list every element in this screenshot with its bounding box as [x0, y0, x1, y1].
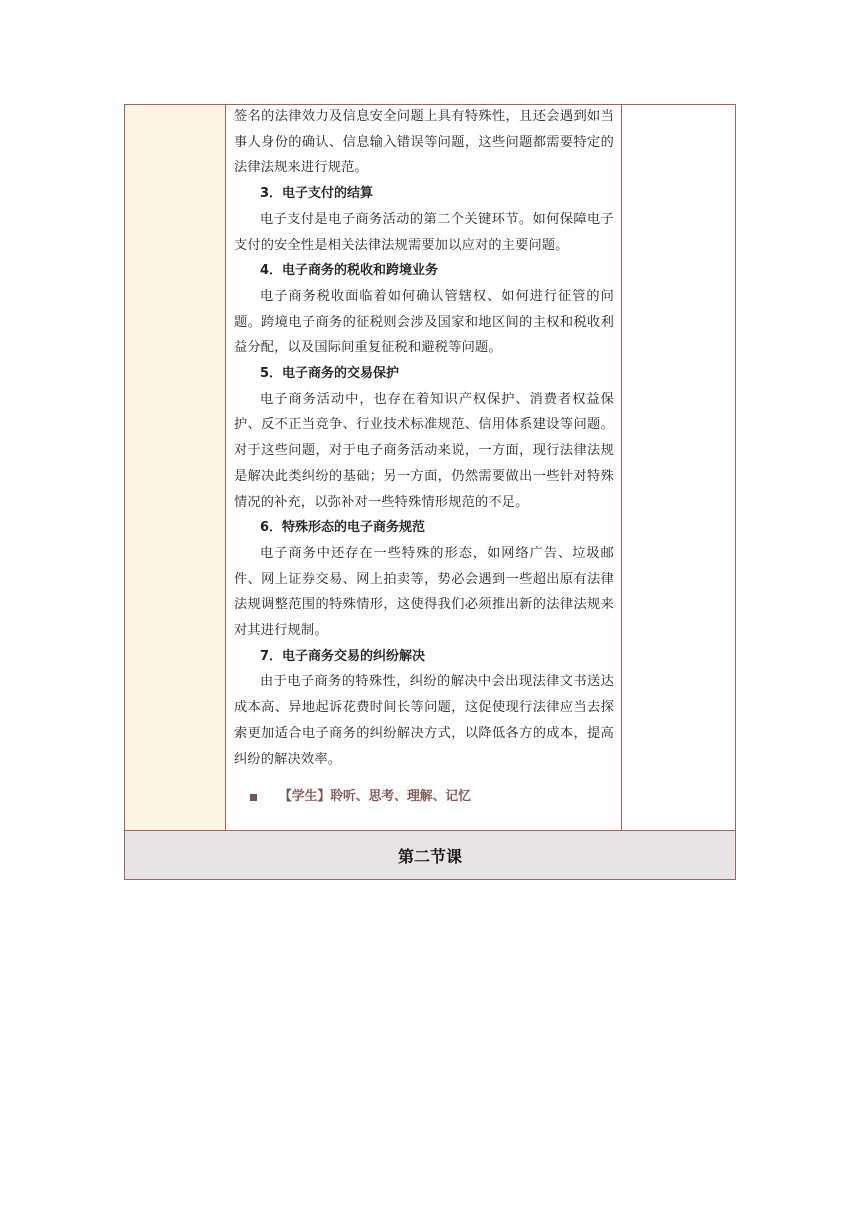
right-column-cell: [622, 105, 735, 830]
content-cell: [226, 105, 622, 830]
heading-3: 3．电子支付的结算: [260, 186, 374, 202]
paragraph-3: 电子支付是电子商务活动的第二个关键环节。如何保障电子支付的安全性是相关法律法规需要加以应对的主要问题。: [234, 211, 614, 253]
intro-paragraph: 签名的法律效力及信息安全问题上具有特殊性，且还会遇到如当事人身份的确认、信息输入错误等问题，这些问题都需要特定的法律法规来进行规范。: [234, 109, 614, 176]
heading-7: 7．电子商务交易的纠纷解决: [260, 648, 426, 664]
left-column-cell: [125, 105, 226, 830]
square-bullet-icon: [250, 794, 257, 801]
paragraph-5: 电子商务活动中，也存在着知识产权保护、消费者权益保护、反不正当竞争、行业技术标准规范、信用体系建设等问题。对于这些问题，对于电子商务活动来说，一方面，现行法律法规是解决此类纠纷的基础；另一方面，仍然需要做出一些针对特殊情况的补充，以弥补对一些特殊情形规范的不足。: [234, 391, 614, 510]
section-title: 第二节课: [397, 846, 462, 866]
paragraph-7: 由于电子商务的特殊性，纠纷的解决中会出现法律文书送达成本高、异地起诉花费时间长等问题，这促使现行法律应当去探索更加适合电子商务的纠纷解决方式，以降低各方的成本，提高纠纷的解决效率。: [234, 674, 614, 767]
heading-4: 4．电子商务的税收和跨境业务: [260, 263, 439, 279]
paragraph-4: 电子商务税收面临着如何确认管辖权、如何进行征管的问题。跨境电子商务的征税则会涉及国家和地区间的主权和税收利益分配，以及国际间重复征税和避税等问题。: [234, 288, 614, 356]
lesson-table: [124, 104, 736, 880]
student-activity: [234, 786, 614, 808]
heading-5: 5．电子商务的交易保护: [260, 366, 400, 382]
student-activity-text: 【学生】聆听、思考、理解、记忆: [279, 789, 471, 805]
paragraph-6: 电子商务中还存在一些特殊的形态，如网络广告、垃圾邮件、网上证券交易、网上拍卖等，势必会遇到一些超出原有法律法规调整范围的特殊情形，这使得我们必须推出新的法律法规来对其进行规制。: [234, 545, 614, 639]
section-row: [125, 831, 735, 879]
heading-6: 6．特殊形态的电子商务规范: [260, 520, 426, 536]
content-row: [125, 105, 735, 831]
